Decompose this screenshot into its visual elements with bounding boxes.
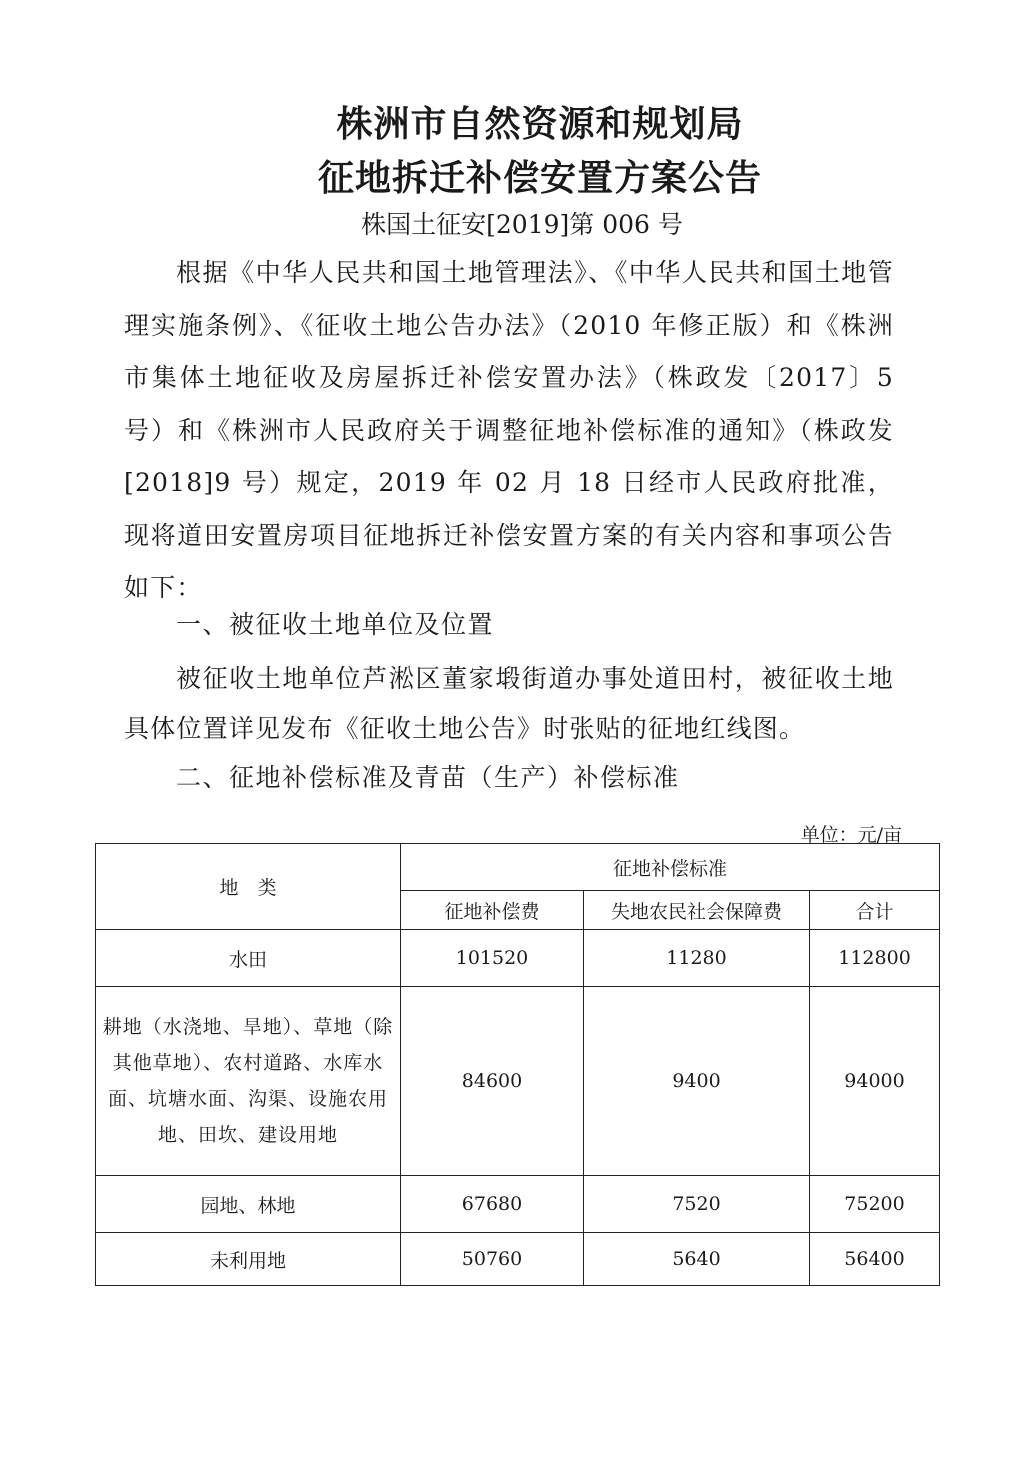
- total-cell: 112800: [810, 930, 940, 987]
- land-type-cell: 耕地（水浇地、旱地）、草地（除其他草地）、农村道路、水库水面、坑塘水面、沟渠、设施农用地、田坎、建设用地: [96, 987, 401, 1176]
- compensation-cell: 84600: [401, 987, 584, 1176]
- social-security-cell: 9400: [584, 987, 810, 1176]
- land-type-cell: 水田: [96, 930, 401, 987]
- table-row: [96, 1176, 940, 1233]
- document-title-line1: 株洲市自然资源和规划局: [336, 104, 744, 145]
- section2-heading: 二、征地补偿标准及青苗（生产）补偿标准: [176, 763, 680, 792]
- total-cell: 94000: [810, 987, 940, 1176]
- table-row: [96, 930, 940, 987]
- section1-heading: 一、被征收土地单位及位置: [176, 610, 495, 639]
- social-security-cell: 11280: [584, 930, 810, 987]
- header-compensation-standard: 征地补偿标准: [401, 844, 940, 891]
- compensation-cell: 101520: [401, 930, 584, 987]
- document-number: 株国土征安[2019]第 006 号: [361, 210, 683, 239]
- total-cell: 75200: [810, 1176, 940, 1233]
- header-total: 合计: [810, 891, 940, 930]
- land-type-cell: 园地、林地: [96, 1176, 401, 1233]
- table-row: [96, 987, 940, 1176]
- land-type-cell: 未利用地: [96, 1233, 401, 1286]
- document-title-line2: 征地拆迁补偿安置方案公告: [317, 158, 762, 199]
- social-security-cell: 7520: [584, 1176, 810, 1233]
- table-row: [96, 1233, 940, 1286]
- total-cell: 56400: [810, 1233, 940, 1286]
- section1-text: 被征收土地单位芦淞区董家塅街道办事处道田村，被征收土地具体位置详见发布《征收土地公告》时张贴的征地红线图。: [124, 664, 894, 743]
- unit-label: 单位：元/亩: [800, 824, 902, 846]
- compensation-table: [95, 843, 940, 1286]
- intro-paragraph: 根据《中华人民共和国土地管理法》、《中华人民共和国土地管理实施条例》、《征收土地公告办法》（2010 年修正版）和《株洲市集体土地征收及房屋拆迁补偿安置办法》（株政发〔2017〕5 号）和《株洲市人民政府关于调整征地补偿标准的通知》（株政发[2018]9 号）规定，2019 年 02 月 18 日经市人民政府批准，现将道田安置房项目征地拆迁补偿安置方案的有关内容和事项公告如下：: [124, 258, 894, 602]
- compensation-cell: 50760: [401, 1233, 584, 1286]
- header-compensation-fee: 征地补偿费: [401, 891, 584, 930]
- header-social-security-fee: 失地农民社会保障费: [584, 891, 810, 930]
- social-security-cell: 5640: [584, 1233, 810, 1286]
- header-land-type: 地 类: [96, 844, 401, 930]
- compensation-cell: 67680: [401, 1176, 584, 1233]
- table-header-row: [96, 844, 940, 891]
